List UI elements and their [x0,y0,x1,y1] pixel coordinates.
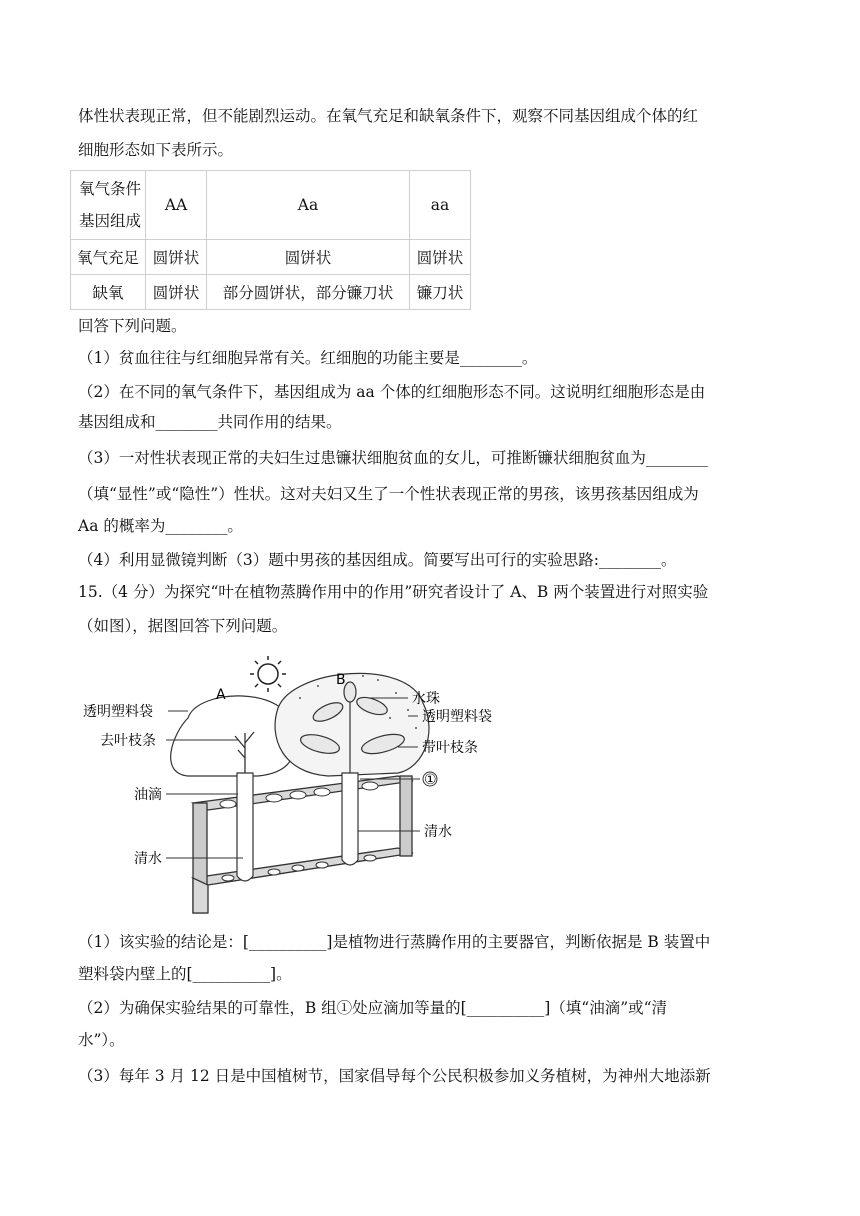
label-marker: ① [424,772,437,788]
intro-line-2: 细胞形态如下表所示。 [78,141,234,159]
col-AA: AA [146,171,207,240]
table-corner-header [71,171,146,240]
table-header-row [71,171,471,240]
q15-line2: （如图），据图回答下列问题。 [78,617,288,635]
leafless-branch [235,732,254,776]
q15-sub2-line1: （2）为确保实验结果的可靠性，B 组①处应滴加等量的[__________]（填“油滴”或“清 [78,999,668,1017]
q15-sub1-line2: 塑料袋内壁上的[__________]。 [78,965,292,983]
table-cell: 部分圆饼状，部分镰刀状 [207,275,410,310]
q14-sub3-line1: （3）一对性状表现正常的夫妇生过患镰状细胞贫血的女儿，可推断镰状细胞贫血为________ [78,449,708,467]
label-b: B [336,672,346,688]
header-oxygen: 氧气条件 [79,180,142,198]
label-water-right: 清水 [424,824,452,840]
label-water-left: 清水 [134,851,162,867]
table-row [71,240,471,275]
intro-line-1: 体性状表现正常，但不能剧烈运动。在氧气充足和缺氧条件下，观察不同基因组成个体的红 [78,107,699,125]
test-tube-a [237,773,253,881]
row-label: 氧气充足 [71,240,146,275]
table-cell: 圆饼状 [207,240,410,275]
col-aa: aa [410,171,471,240]
q14-sub2-line1: （2）在不同的氧气条件下，基因组成为 aa 个体的红细胞形态不同。这说明红细胞形态是由 [78,383,706,401]
row-label: 缺氧 [71,275,146,310]
table-cell: 圆饼状 [410,240,471,275]
label-branch-no-leaf: 去叶枝条 [100,733,156,749]
transpiration-figure [78,648,518,918]
q14-sub2-line2: 基因组成和________共同作用的结果。 [78,413,342,431]
table-row [71,275,471,310]
q15-sub1-line1: （1）该实验的结论是：[__________]是植物进行蒸腾作用的主要器官，判断依据是 B 装置中 [78,933,711,951]
label-droplets: 水珠 [412,691,440,707]
test-tube-b [342,773,358,865]
q14-sub4: （4）利用显微镜判断（3）题中男孩的基因组成。简要写出可行的实验思路:________。 [78,551,677,569]
q15-sub3-line1: （3）每年 3 月 12 日是中国植树节，国家倡导每个公民积极参加义务植树，为神州大地添新 [78,1067,711,1085]
q14-prompt: 回答下列问题。 [78,317,187,335]
col-Aa: Aa [207,171,410,240]
label-bag-right: 透明塑料袋 [422,709,492,725]
label-a: A [216,687,226,703]
q14-sub1: （1）贫血往往与红细胞异常有关。红细胞的功能主要是________。 [78,349,538,367]
table-cell: 圆饼状 [146,275,207,310]
table-cell: 镰刀状 [410,275,471,310]
q15-line1: 15.（4 分）为探究“叶在植物蒸腾作用中的作用”研究者设计了 A、B 两个装置进行对照实验 [78,583,709,601]
header-genotype: 基因组成 [79,212,142,230]
table-cell: 圆饼状 [146,240,207,275]
q15-sub2-line2: 水”）。 [78,1031,125,1049]
red-cell-table [70,170,471,310]
q14-sub3-line2: （填“显性”或“隐性”）性状。这对夫妇又生了一个性状表现正常的男孩，该男孩基因组成为 [78,485,699,503]
sun-icon [250,656,286,692]
label-bag-left: 透明塑料袋 [83,704,153,720]
q14-sub3-line3: Aa 的概率为________。 [78,517,243,535]
label-branch-leaf: 带叶枝条 [422,740,478,756]
label-oil: 油滴 [134,787,162,803]
